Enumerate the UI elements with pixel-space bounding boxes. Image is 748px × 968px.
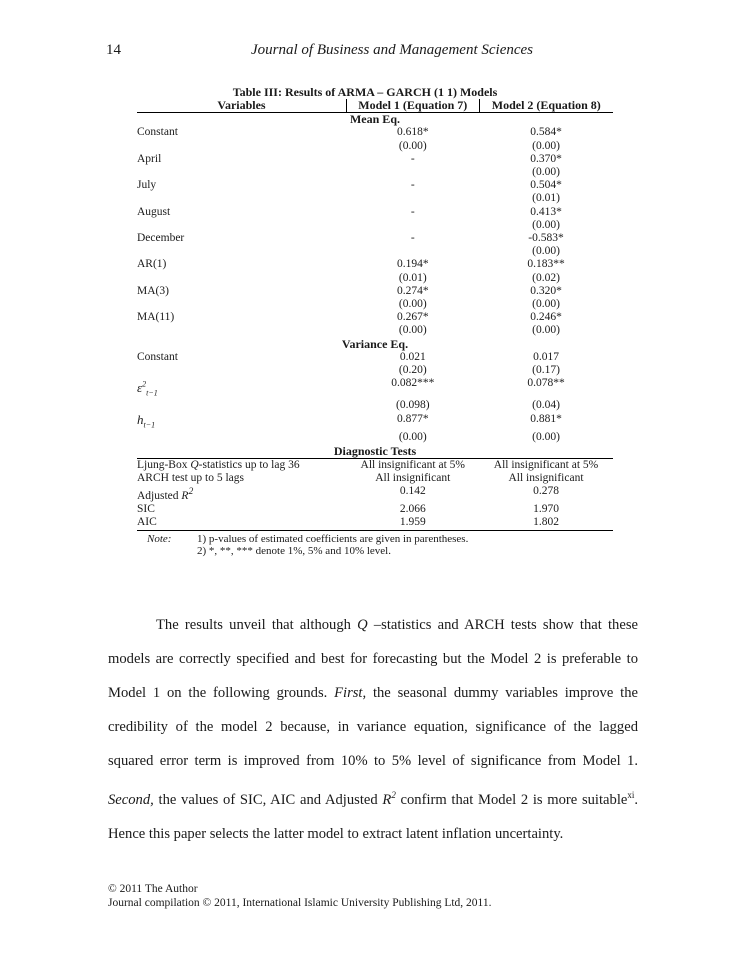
footer [108, 882, 492, 910]
r-squared: $R^2$ [382, 790, 396, 808]
table-row-pvalue [137, 364, 613, 377]
table-row-pvalue [137, 219, 613, 232]
page-number: 14 [106, 42, 121, 58]
table-row [137, 126, 613, 139]
model1-pvalue [347, 245, 480, 258]
model1-pvalue: (0.00) [398, 324, 427, 337]
model2-pvalue: (0.00) [532, 139, 560, 152]
model1-value: All insignificant at 5% [360, 458, 465, 471]
table-row [137, 503, 613, 516]
table-row [137, 485, 613, 503]
text-span: . Hence this paper selects the latter model to extract latent inflation uncertainty. [108, 791, 639, 842]
q-symbol: Q [357, 617, 368, 633]
results-table [137, 99, 613, 531]
model2-coef: 0.183** [527, 258, 565, 271]
section-mean: Mean Eq. [349, 112, 400, 127]
symbol-sub: t−1 [143, 420, 156, 430]
row-label-empty [137, 219, 347, 232]
row-label: April [137, 152, 162, 165]
row-label-empty [137, 272, 347, 285]
italic-symbol: Q [190, 458, 199, 471]
paragraph [108, 608, 638, 851]
model1-coef: 0.274* [396, 284, 429, 297]
table-row-pvalue [137, 272, 613, 285]
row-label: AIC [137, 516, 347, 530]
model1-value: 2.066 [399, 503, 426, 516]
text-span: –statistics and ARCH tests show that these models are correctly specified and best for forecasting but the Model 2 is preferable to Model 1 on the following grounds. [108, 617, 638, 701]
row-label-empty [137, 364, 347, 377]
table-row-pvalue [137, 324, 613, 337]
row-label: ARCH test up to 5 lags [137, 472, 245, 484]
model2-coef: 0.320* [530, 284, 562, 297]
second-emph: Second, [108, 791, 154, 808]
model2-pvalue: (0.02) [532, 271, 560, 284]
symbol-sub: t−1 [146, 388, 158, 398]
model1-value: All insignificant [375, 472, 451, 484]
model2-value: 1.802 [479, 516, 613, 530]
model2-pvalue: (0.00) [532, 298, 560, 311]
table-title: Table III: Results of ARMA – GARCH (1 1) Models [232, 85, 498, 99]
row-label-empty [137, 324, 347, 337]
row-label: August [137, 205, 171, 218]
section-row [137, 338, 613, 351]
text-span: confirm that Model 2 is more suitable [400, 791, 628, 808]
model1-coef: 0.267* [396, 311, 429, 324]
table-row [137, 179, 613, 192]
table-row-pvalue [137, 431, 613, 444]
table-row [137, 351, 613, 364]
text-span: The results unveil that although [156, 617, 351, 633]
footnote-mark[interactable]: xi [627, 790, 635, 800]
model1-coef: - [410, 152, 415, 165]
row-label-empty [137, 298, 347, 311]
model1-pvalue: (0.00) [398, 139, 427, 152]
model2-pvalue: (0.00) [532, 324, 560, 337]
header-variables: Variables [137, 99, 347, 113]
model1-coef: 0.082*** [391, 377, 435, 390]
row-label-empty [137, 166, 347, 179]
model2-pvalue: (0.00) [532, 431, 560, 444]
body-paragraph [108, 608, 638, 851]
model2-coef: 0.413* [530, 205, 562, 218]
model2-pvalue: (0.01) [532, 192, 560, 205]
symbol-label: $\varepsilon^2_{t-1}$ [137, 379, 158, 398]
model1-pvalue: (0.20) [398, 364, 427, 377]
row-label: Constant [137, 126, 178, 139]
model1-pvalue: (0.00) [398, 298, 427, 311]
text-span: the seasonal dummy variables improve the credibility of the model 2 because, in variance equation, significance of the lagged squared error term is improved from 10% to 5% level of significance from Model 1. [108, 685, 638, 769]
mean-rows [137, 126, 613, 337]
row-label-empty [137, 245, 347, 258]
symbol-sup: 2 [142, 379, 147, 389]
row-label: Constant [137, 350, 178, 363]
header-model2: Model 2 (Equation 8) [479, 99, 613, 113]
table-row [137, 258, 613, 271]
model2-pvalue: (0.00) [532, 245, 560, 258]
model2-value: 1.970 [533, 503, 559, 516]
model1-coef: 0.877* [396, 412, 429, 425]
table-row [137, 458, 613, 472]
model1-coef: 0.194* [396, 258, 429, 271]
model2-pvalue: (0.00) [532, 166, 560, 179]
row-label-empty [137, 140, 347, 153]
row-label-empty [137, 431, 347, 444]
header-model1: Model 1 (Equation 7) [347, 99, 480, 113]
model1-coef: 0.021 [399, 350, 426, 363]
diagnostic-rows [137, 458, 613, 530]
row-label: Ljung-Box Q-statistics up to lag 36 [137, 458, 300, 471]
model2-value: All insignificant at 5% [493, 458, 599, 471]
model1-pvalue [347, 219, 480, 232]
section-row [137, 445, 613, 459]
table-row [137, 153, 613, 166]
footer-compilation: Journal compilation © 2011, International Islamic University Publishing Ltd, 2011. [108, 897, 492, 909]
table-row-pvalue [137, 399, 613, 412]
table-row-pvalue [137, 192, 613, 205]
note-line-1: 1) p-values of estimated coefficients are given in parentheses. [197, 532, 469, 545]
table-row [137, 472, 613, 485]
model2-coef: 0.881* [530, 412, 562, 425]
model1-pvalue: (0.01) [398, 271, 427, 284]
table-row-pvalue [137, 298, 613, 311]
model1-pvalue: (0.00) [398, 431, 427, 444]
model2-pvalue: (0.00) [532, 218, 560, 231]
table-row-pvalue [137, 140, 613, 153]
table-row [137, 516, 613, 530]
table-row [137, 206, 613, 219]
note-line-2: 2) *, **, *** denote 1%, 5% and 10% level. [197, 544, 391, 557]
model1-coef: - [410, 179, 415, 192]
model2-value: All insignificant [508, 472, 584, 484]
model1-pvalue: (0.098) [395, 399, 430, 412]
model1-coef: - [410, 232, 415, 245]
section-variance: Variance Eq. [341, 336, 409, 351]
results-table-block [137, 85, 613, 557]
row-label: MA(11) [137, 311, 175, 324]
table-row-pvalue [137, 166, 613, 179]
table-note [137, 533, 613, 557]
model2-value: 0.278 [533, 485, 559, 498]
first-emph: First, [334, 685, 367, 701]
model1-pvalue [347, 192, 480, 205]
row-label [137, 377, 347, 399]
model1-value: 1.959 [347, 516, 480, 530]
footer-copyright: © 2011 The Author [108, 883, 198, 895]
row-label: AR(1) [137, 258, 167, 271]
model2-coef: 0.370* [530, 152, 562, 165]
row-label: SIC [137, 503, 155, 516]
row-label: December [137, 232, 185, 245]
table-row [137, 232, 613, 245]
model2-coef: 0.246* [530, 311, 562, 324]
symbol-label: $h_{t-1}$ [137, 411, 156, 430]
note-label: Note: [147, 532, 172, 545]
model2-coef: 0.078** [527, 377, 565, 390]
section-diagnostic: Diagnostic Tests [137, 445, 613, 459]
table-row [137, 285, 613, 298]
row-label: Adjusted $R^2$ [137, 486, 194, 503]
model2-coef: -0.583* [528, 232, 564, 245]
row-label [137, 413, 347, 432]
text-span: the values of SIC, AIC and Adjusted [158, 791, 378, 808]
row-label: July [137, 179, 157, 192]
row-label-empty [137, 399, 347, 412]
model1-coef: - [410, 205, 415, 218]
variance-rows [137, 351, 613, 445]
row-label-empty [137, 192, 347, 205]
running-head: Journal of Business and Management Sciences [250, 42, 534, 58]
section-row [137, 113, 613, 127]
model2-pvalue: (0.17) [532, 364, 560, 377]
table-row [137, 413, 613, 432]
table-header-row [137, 99, 613, 113]
italic-symbol: $R^2$ [181, 486, 194, 503]
model1-value: 0.142 [399, 485, 426, 498]
model2-coef: 0.017 [533, 350, 559, 363]
model2-coef: 0.504* [530, 179, 562, 192]
symbol-sup: 2 [188, 486, 194, 498]
model2-pvalue: (0.04) [532, 399, 560, 412]
model1-pvalue [347, 166, 480, 179]
table-row [137, 377, 613, 399]
model2-coef: 0.584* [530, 126, 562, 139]
model1-coef: 0.618* [396, 126, 429, 139]
row-label: MA(3) [137, 284, 169, 297]
table-row-pvalue [137, 245, 613, 258]
table-row [137, 311, 613, 324]
